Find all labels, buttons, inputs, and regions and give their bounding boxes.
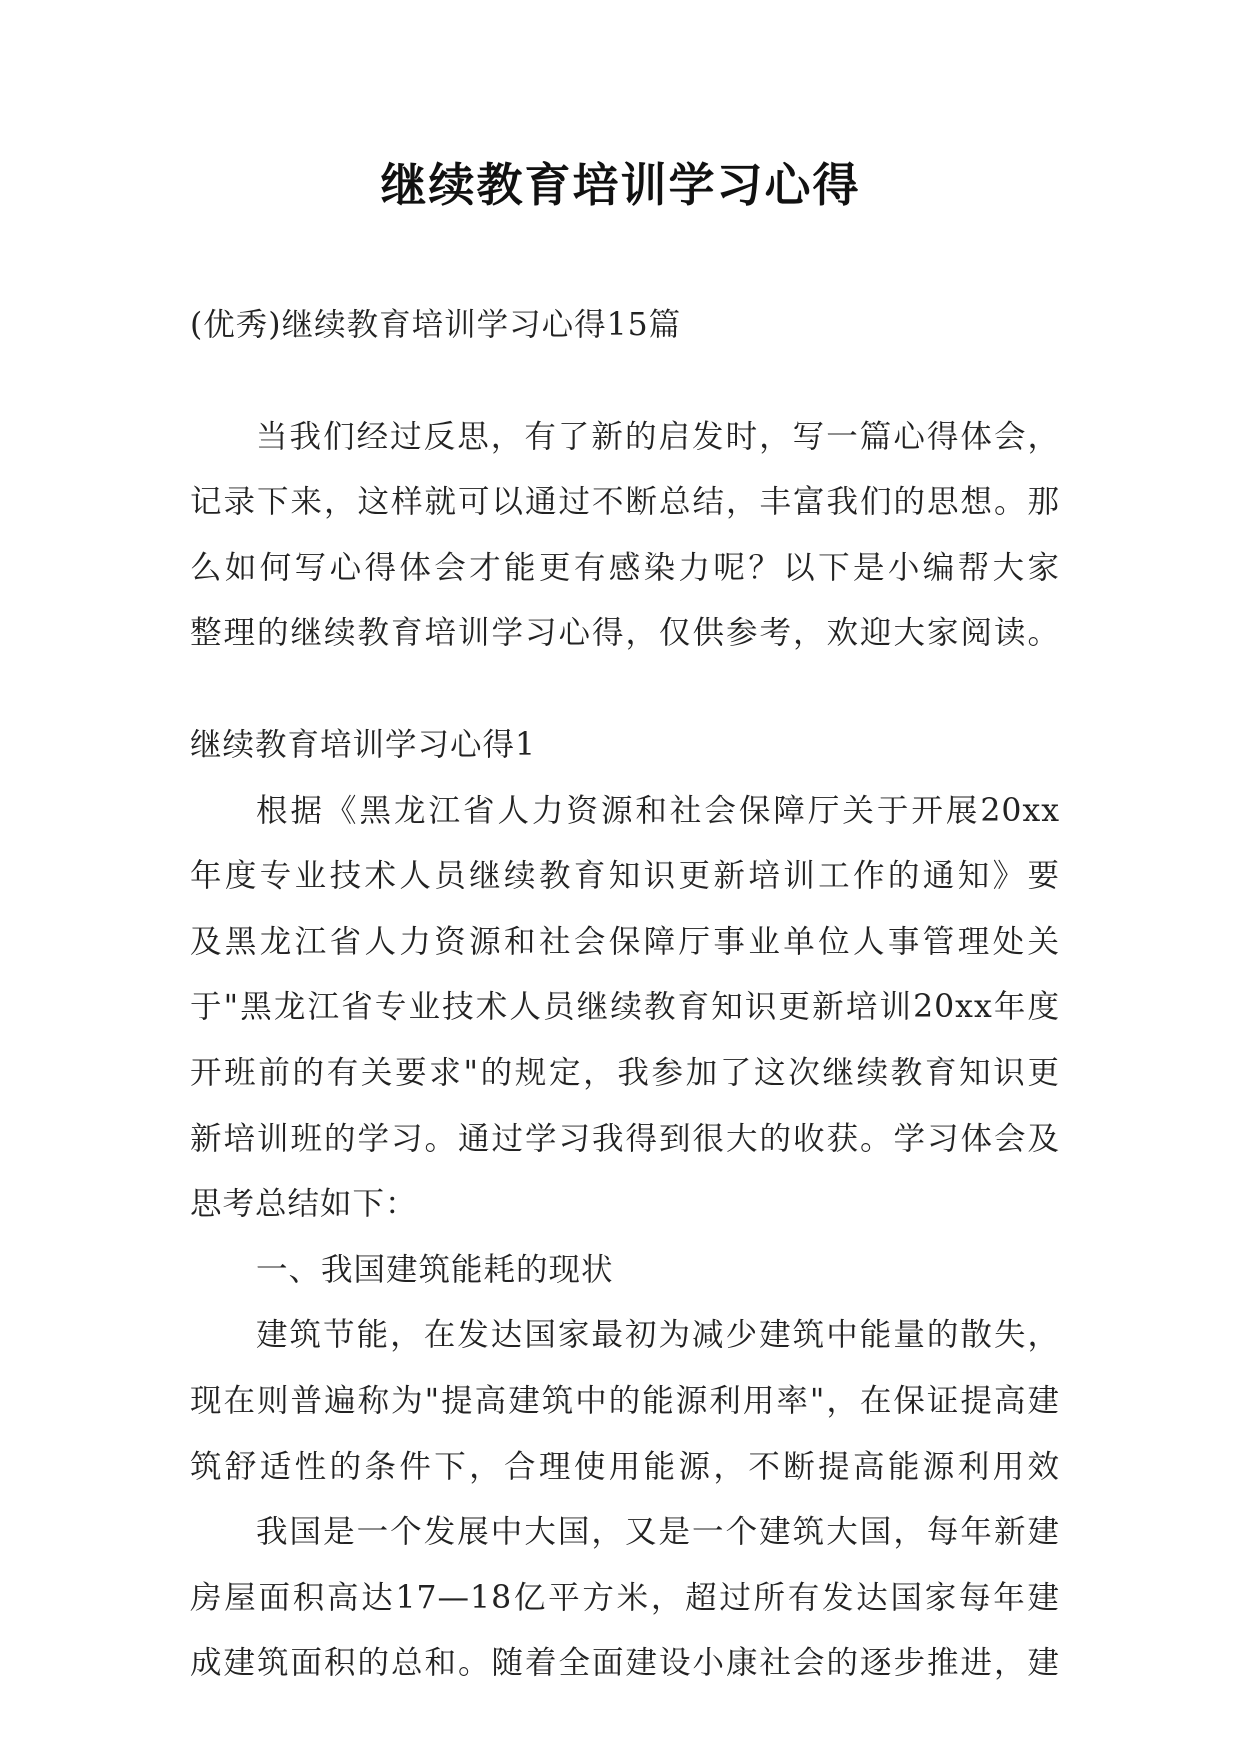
intro-line: 整理的继续教育培训学习心得，仅供参考，欢迎大家阅读。 <box>190 615 1060 652</box>
section1-paragraph <box>190 779 1060 1238</box>
paragraph-line: 新培训班的学习。通过学习我得到很大的收获。学习体会及 <box>190 1120 1060 1157</box>
document-subtitle: (优秀)继续教育培训学习心得15篇 <box>190 307 682 343</box>
paragraph-line: 筑舒适性的条件下，合理使用能源，不断提高能源利用效 <box>190 1448 1060 1485</box>
paragraph-3 <box>190 1500 1060 1697</box>
section-heading: 继续教育培训学习心得1 <box>190 726 537 763</box>
paragraph-2 <box>190 1303 1060 1500</box>
document-title: 继续教育培训学习心得 <box>380 158 861 212</box>
paragraph-line: 成建筑面积的总和。随着全面建设小康社会的逐步推进，建 <box>190 1645 1060 1682</box>
intro-line: 当我们经过反思，有了新的启发时，写一篇心得体会， <box>256 418 1060 455</box>
paragraph-line: 于"黑龙江省专业技术人员继续教育知识更新培训20xx年度 <box>190 989 1060 1026</box>
paragraph-line: 现在则普遍称为"提高建筑中的能源利用率"，在保证提高建 <box>190 1382 1060 1419</box>
paragraph-line: 及黑龙江省人力资源和社会保障厅事业单位人事管理处关 <box>190 923 1060 960</box>
paragraph-line: 房屋面积高达17—18亿平方米，超过所有发达国家每年建 <box>190 1579 1060 1616</box>
subheading: 一、我国建筑能耗的现状 <box>256 1251 614 1288</box>
paragraph-line: 根据《黑龙江省人力资源和社会保障厅关于开展20xx <box>256 792 1060 829</box>
intro-line: 么如何写心得体会才能更有感染力呢？以下是小编帮大家 <box>190 549 1060 586</box>
paragraph-line: 开班前的有关要求"的规定，我参加了这次继续教育知识更 <box>190 1054 1060 1091</box>
intro-paragraph <box>190 405 1060 667</box>
document-body <box>190 293 1060 1697</box>
paragraph-line: 我国是一个发展中大国，又是一个建筑大国，每年新建 <box>256 1514 1060 1551</box>
intro-line: 记录下来，这样就可以通过不断总结，丰富我们的思想。那 <box>190 484 1060 521</box>
paragraph-line: 年度专业技术人员继续教育知识更新培训工作的通知》要 <box>190 858 1060 895</box>
paragraph-line: 建筑节能，在发达国家最初为减少建筑中能量的散失， <box>256 1317 1060 1354</box>
paragraph-line: 思考总结如下： <box>190 1186 418 1223</box>
